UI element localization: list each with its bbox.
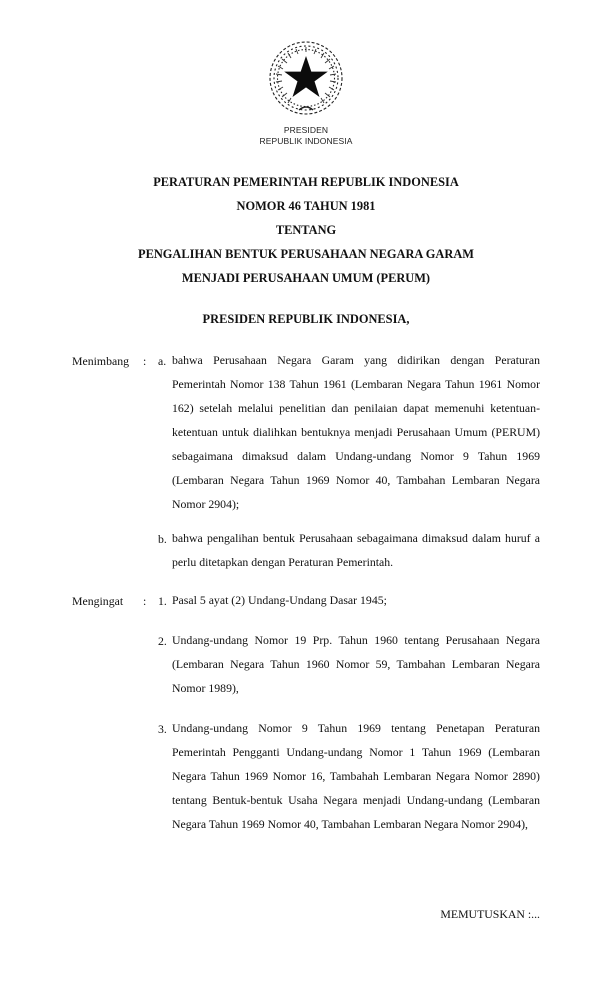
item-text: Undang-undang Nomor 19 Prp. Tahun 1960 tentang Perusahaan Negara (Lembaran Negara Tahun 1960 Nomor 59, Tambahan Lembaran Negara Nomor 1989), bbox=[172, 633, 540, 695]
title-line-regulation: PERATURAN PEMERINTAH REPUBLIK INDONESIA bbox=[153, 175, 459, 189]
title-line-number: NOMOR 46 TAHUN 1981 bbox=[236, 199, 376, 213]
considering-item-b bbox=[158, 532, 540, 574]
state-emblem-icon bbox=[266, 38, 346, 118]
recalling-item-1 bbox=[158, 594, 540, 612]
considering-item-a bbox=[158, 354, 540, 516]
item-text: bahwa pengalihan bentuk Perusahaan sebagaimana dimaksud dalam huruf a perlu ditetapkan dengan Peraturan Pemerintah. bbox=[172, 531, 540, 569]
item-text: bahwa Perusahaan Negara Garam yang didirikan dengan Peraturan Pemerintah Nomor 138 Tahun 1961 (Lembaran Negara Tahun 1961 Nomor 162) setelah melalui penelitian dan penilaian dapat memenuhi ketentuan-ketentuan untuk dialihkan bentuknya menjadi Perusahaan Umum (PERUM) sebagaimana dimaksud dalam Undang-undang Nomor 9 Tahun 1969 (Lembaran Negara Tahun 1969 Nomor 40, Tambahan Lembaran Negara Nomor 2904); bbox=[172, 353, 540, 511]
item-number: a. bbox=[158, 354, 167, 368]
president-heading: PRESIDEN REPUBLIK INDONESIA, bbox=[202, 312, 410, 326]
recalling-item-2 bbox=[158, 634, 540, 700]
item-text: Pasal 5 ayat (2) Undang-Undang Dasar 1945; bbox=[172, 593, 387, 607]
emblem-caption-president: PRESIDEN bbox=[283, 125, 329, 135]
item-number: b. bbox=[158, 532, 167, 546]
continuation-marker: MEMUTUSKAN :... bbox=[440, 907, 540, 921]
item-number: 2. bbox=[158, 634, 167, 648]
recalling-item-3 bbox=[158, 722, 540, 836]
item-number: 1. bbox=[158, 594, 167, 608]
title-line-subject-1: PENGALIHAN BENTUK PERUSAHAAN NEGARA GARAM bbox=[138, 247, 474, 261]
item-number: 3. bbox=[158, 722, 167, 736]
item-text: Undang-undang Nomor 9 Tahun 1969 tentang Penetapan Peraturan Pemerintah Pengganti Undang-undang Nomor 1 Tahun 1969 (Lembaran Negara Tahun 1969 Nomor 16, Tambahah Lembaran Negara Nomor 2890) tentang Bentuk-bentuk Usaha Negara menjadi Undang-undang (Lembaran Negara Tahun 1969 Nomor 40, Tambahan Lembaran Negara Nomor 2904), bbox=[172, 721, 540, 831]
section-label: Mengingat bbox=[72, 594, 124, 608]
title-line-about: TENTANG bbox=[275, 223, 337, 237]
section-label: Menimbang bbox=[72, 354, 130, 368]
emblem-caption-republic: REPUBLIK INDONESIA bbox=[259, 136, 353, 146]
section-colon: : bbox=[143, 594, 147, 608]
section-colon: : bbox=[143, 354, 147, 368]
document-title bbox=[0, 170, 612, 290]
title-line-subject-2: MENJADI PERUSAHAAN UMUM (PERUM) bbox=[181, 271, 431, 285]
